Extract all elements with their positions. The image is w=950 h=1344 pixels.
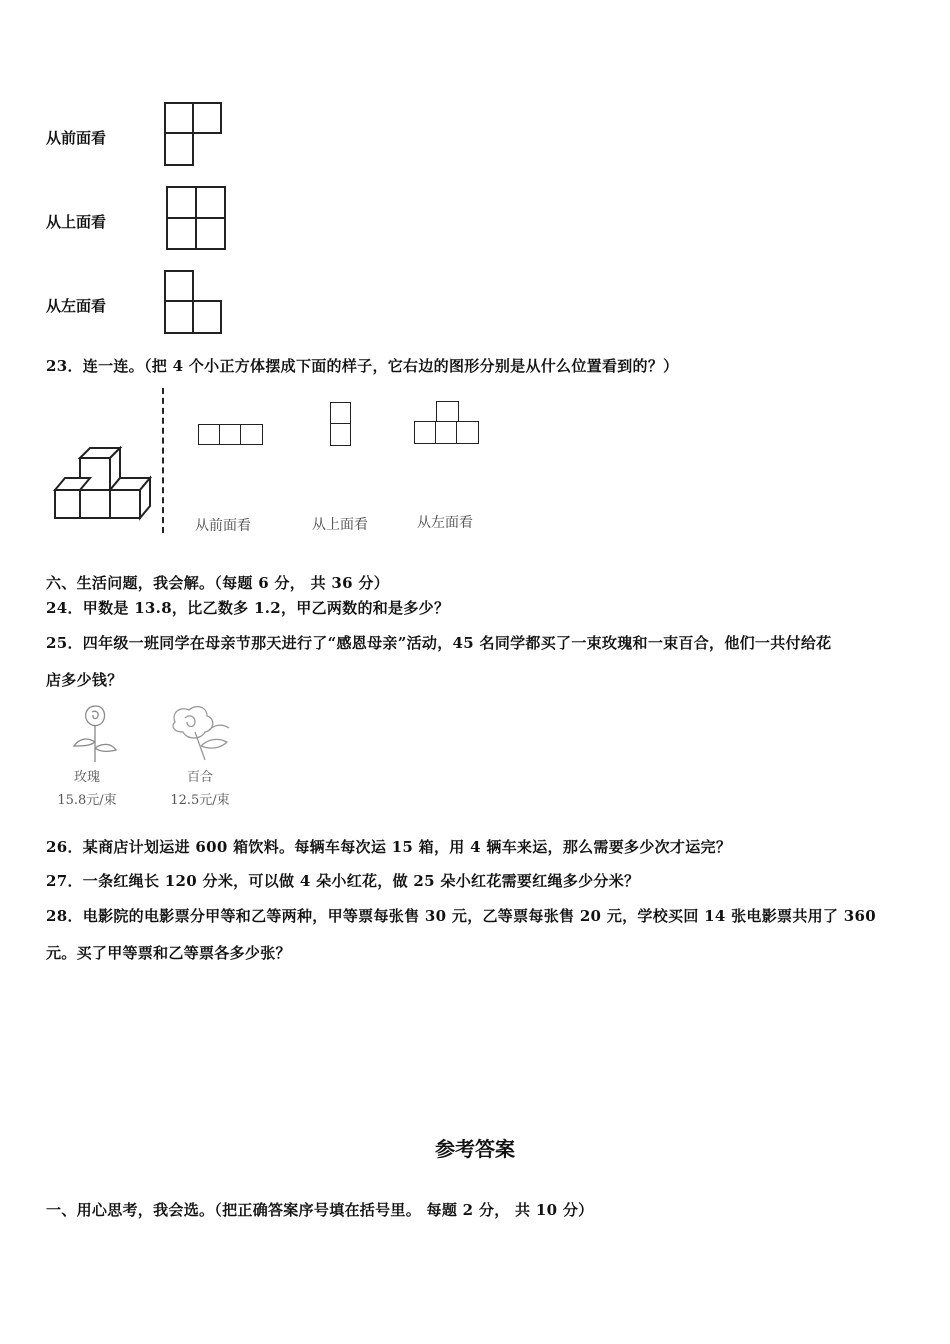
lily-name: 百合 bbox=[186, 770, 213, 785]
q25-line1: 25．四年级一班同学在母亲节那天进行了“感恩母亲”活动，45 名同学都买了一束玫瑰和一束百合，他们一共付给花 bbox=[46, 634, 832, 652]
q25-line2: 店多少钱？ bbox=[46, 671, 123, 689]
q23-caption-top: 从上面看 bbox=[312, 517, 368, 533]
lily-price: 12.5元/束 bbox=[170, 793, 230, 808]
lily-icon bbox=[165, 702, 235, 764]
q28-line1: 28．电影院的电影票分甲等和乙等两种，甲等票每张售 30 元，乙等票每张售 20 元，学校买回 14 张电影票共用了 360 bbox=[46, 907, 876, 925]
q26: 26．某商店计划运进 600 箱饮料。每辆车每次运 15 箱，用 4 辆车来运，那么需要多少次才运完？ bbox=[46, 838, 732, 856]
view-figure-front bbox=[164, 102, 224, 166]
isometric-cubes bbox=[50, 388, 170, 528]
view-label-front: 从前面看 bbox=[46, 129, 107, 147]
q23-caption-left: 从左面看 bbox=[417, 515, 473, 531]
rose-name: 玫瑰 bbox=[73, 770, 100, 785]
view-label-left: 从左面看 bbox=[46, 297, 107, 315]
dashed-divider bbox=[162, 388, 164, 533]
view-label-top: 从上面看 bbox=[46, 213, 107, 231]
q28-line2: 元。买了甲等票和乙等票各多少张？ bbox=[46, 944, 291, 962]
q23-caption-front: 从前面看 bbox=[195, 518, 251, 534]
view-figure-left bbox=[164, 270, 224, 334]
rose-icon bbox=[66, 702, 126, 764]
answers-heading: 参考答案 bbox=[435, 1137, 515, 1161]
answers-section1: 一、用心思考，我会选。（把正确答案序号填在括号里。 每题 2 分， 共 10 分） bbox=[46, 1201, 594, 1219]
view-figure-top bbox=[166, 186, 226, 250]
section6-title: 六、生活问题，我会解。（每题 6 分， 共 36 分） bbox=[46, 574, 390, 592]
q27: 27．一条红绳长 120 分米，可以做 4 朵小红花，做 25 朵小红花需要红绳多少分米？ bbox=[46, 872, 640, 890]
q23-title: 23．连一连。（把 4 个小正方体摆成下面的样子，它右边的图形分别是从什么位置看到的？） bbox=[46, 357, 679, 375]
q23-figure bbox=[50, 388, 500, 538]
q24: 24．甲数是 13.8，比乙数多 1.2，甲乙两数的和是多少？ bbox=[46, 599, 450, 617]
rose-price: 15.8元/束 bbox=[57, 793, 117, 808]
